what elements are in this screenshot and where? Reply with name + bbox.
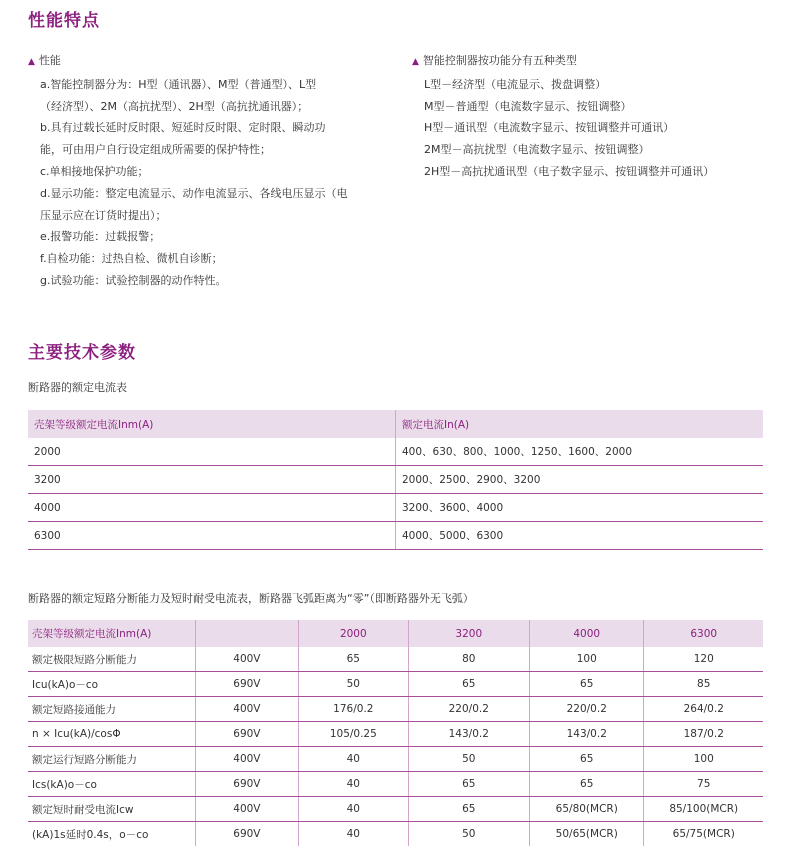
table-cell: 额定极限短路分断能力 (28, 647, 195, 672)
controller-types-heading: ▲ 智能控制器按功能分有五种类型 (412, 54, 577, 67)
feature-line: g.试验功能：试验控制器的动作特性。 (40, 273, 227, 287)
table-cell: 2000、2500、2900、3200 (396, 466, 764, 494)
table-cell: 176/0.2 (299, 697, 408, 722)
table-row (28, 466, 763, 494)
table-cell: 40 (299, 772, 408, 797)
table-cell: 100 (644, 747, 763, 772)
controller-type-line: H型－通讯型（电流数字显示、按钮调整并可通讯） (424, 121, 675, 135)
table-cell: 65 (530, 747, 644, 772)
feature-line: 能，可由用户自行设定组成所需要的保护特性； (40, 143, 271, 157)
table-header-row (28, 410, 763, 438)
table-cell: 65 (408, 797, 529, 822)
table-header-cell: 2000 (299, 620, 408, 647)
table-cell: 690V (195, 672, 298, 697)
features-heading: ▲ 性能 (28, 54, 61, 67)
table-row (28, 522, 763, 550)
table-cell: 50 (408, 747, 529, 772)
table-cell: 264/0.2 (644, 697, 763, 722)
table-row (28, 772, 763, 797)
table-cell: 额定运行短路分断能力 (28, 747, 195, 772)
table-cell: 690V (195, 772, 298, 797)
table-cell: 50/65(MCR) (530, 822, 644, 847)
table-cell: 85/100(MCR) (644, 797, 763, 822)
table-row (28, 722, 763, 747)
table-cell: 105/0.25 (299, 722, 408, 747)
controller-type-line: 2H型－高抗扰通讯型（电子数字显示、按钮调整并可通讯） (424, 164, 715, 178)
table-cell: 4000、5000、6300 (396, 522, 764, 550)
table-cell: 65 (408, 772, 529, 797)
table-cell: 3200 (28, 466, 396, 494)
feature-line: e.报警功能：过载报警； (40, 230, 161, 244)
table-cell: 40 (299, 747, 408, 772)
table-cell: 400、630、800、1000、1250、1600、2000 (396, 438, 764, 466)
table-cell: (kA)1s延时0.4s，o－co (28, 822, 195, 847)
table-cell: 4000 (28, 494, 396, 522)
table-cell: Icu(kA)o－co (28, 672, 195, 697)
table-cell: n × Icu(kA)/cosΦ (28, 722, 195, 747)
rated-current-table (28, 410, 763, 550)
controller-type-line: M型－普通型（电流数字显示、按钮调整） (424, 99, 632, 113)
table-cell: 40 (299, 797, 408, 822)
table-cell: Ics(kA)o－co (28, 772, 195, 797)
table-cell: 65 (299, 647, 408, 672)
features-left-column (28, 50, 398, 292)
table-header-cell: 壳架等级额定电流Inm(A) (28, 410, 396, 438)
table-cell: 65 (408, 672, 529, 697)
section-title-features: 性能特点 (28, 11, 100, 31)
table-cell: 80 (408, 647, 529, 672)
table-cell: 65 (530, 672, 644, 697)
table-cell: 2000 (28, 438, 396, 466)
table-cell: 50 (299, 672, 408, 697)
feature-line: c.单相接地保护功能； (40, 164, 149, 178)
table-cell: 65/75(MCR) (672, 828, 735, 840)
table-cell: 400V (195, 797, 298, 822)
table-cell: 400V (195, 697, 298, 722)
table-cell: 690V (195, 722, 298, 747)
table-cell: 额定短时耐受电流Icw (28, 797, 195, 822)
feature-line: f.自检功能：过热自检、微机自诊断； (40, 252, 223, 266)
table2-caption: 断路器的额定短路分断能力及短时耐受电流表，断路器飞弧距离为“零”（即断路器外无飞弧） (28, 592, 474, 605)
table-row (28, 797, 763, 822)
table-cell: 220/0.2 (408, 697, 529, 722)
table-cell: 120 (644, 647, 763, 672)
feature-line: 压显示应在订货时提出）； (40, 208, 167, 222)
controller-type-line: 2M型－高抗扰型（电流数字显示、按钮调整） (424, 143, 650, 157)
table-row (28, 438, 763, 466)
breaking-capacity-table (28, 620, 763, 846)
features-right-column (412, 50, 772, 183)
feature-line: d.显示功能：整定电流显示、动作电流显示、各线电压显示（电 (40, 186, 348, 200)
table-cell: 143/0.2 (530, 722, 644, 747)
table-cell: 85 (644, 672, 763, 697)
controller-type-line: L型－经济型（电流显示、拨盘调整） (424, 77, 607, 91)
table-header-cell: 4000 (530, 620, 644, 647)
triangle-up-icon: ▲ (28, 57, 35, 67)
table-cell: 187/0.2 (644, 722, 763, 747)
table-row (28, 697, 763, 722)
table1-caption: 断路器的额定电流表 (28, 381, 127, 394)
table-cell: 40 (299, 822, 408, 847)
table-cell: 400V (195, 747, 298, 772)
table-header-cell: 额定电流In(A) (396, 410, 764, 438)
triangle-up-icon: ▲ (412, 57, 419, 67)
table-row (28, 647, 763, 672)
feature-line: b.具有过载长延时反时限、短延时反时限、定时限、瞬动功 (40, 121, 326, 135)
table-row (28, 747, 763, 772)
table-cell: 400V (195, 647, 298, 672)
table-cell: 6300 (28, 522, 396, 550)
table-cell: 143/0.2 (408, 722, 529, 747)
table-cell: 220/0.2 (530, 697, 644, 722)
table-cell: 75 (644, 772, 763, 797)
section-title-specs: 主要技术参数 (28, 343, 136, 363)
table-header-cell: 3200 (408, 620, 529, 647)
table-header-row (28, 620, 763, 647)
table-cell: 50 (408, 822, 529, 847)
feature-line: （经济型）、2M（高抗扰型）、2H型（高抗扰通讯器）； (40, 99, 309, 113)
feature-line: a.智能控制器分为：H型（通讯器）、M型（普通型）、L型 (40, 77, 317, 91)
table-cell: 690V (195, 822, 298, 847)
table-header-cell: 壳架等级额定电流Inm(A) (28, 620, 195, 647)
table-cell: 3200、3600、4000 (396, 494, 764, 522)
table-cell: 100 (530, 647, 644, 672)
table-row (28, 494, 763, 522)
table-cell: 额定短路接通能力 (28, 697, 195, 722)
table-cell: 65 (530, 772, 644, 797)
table-header-cell (195, 620, 298, 647)
table-cell: 65/80(MCR) (530, 797, 644, 822)
table-header-cell: 6300 (644, 620, 763, 647)
table-row (28, 822, 763, 847)
table-row (28, 672, 763, 697)
